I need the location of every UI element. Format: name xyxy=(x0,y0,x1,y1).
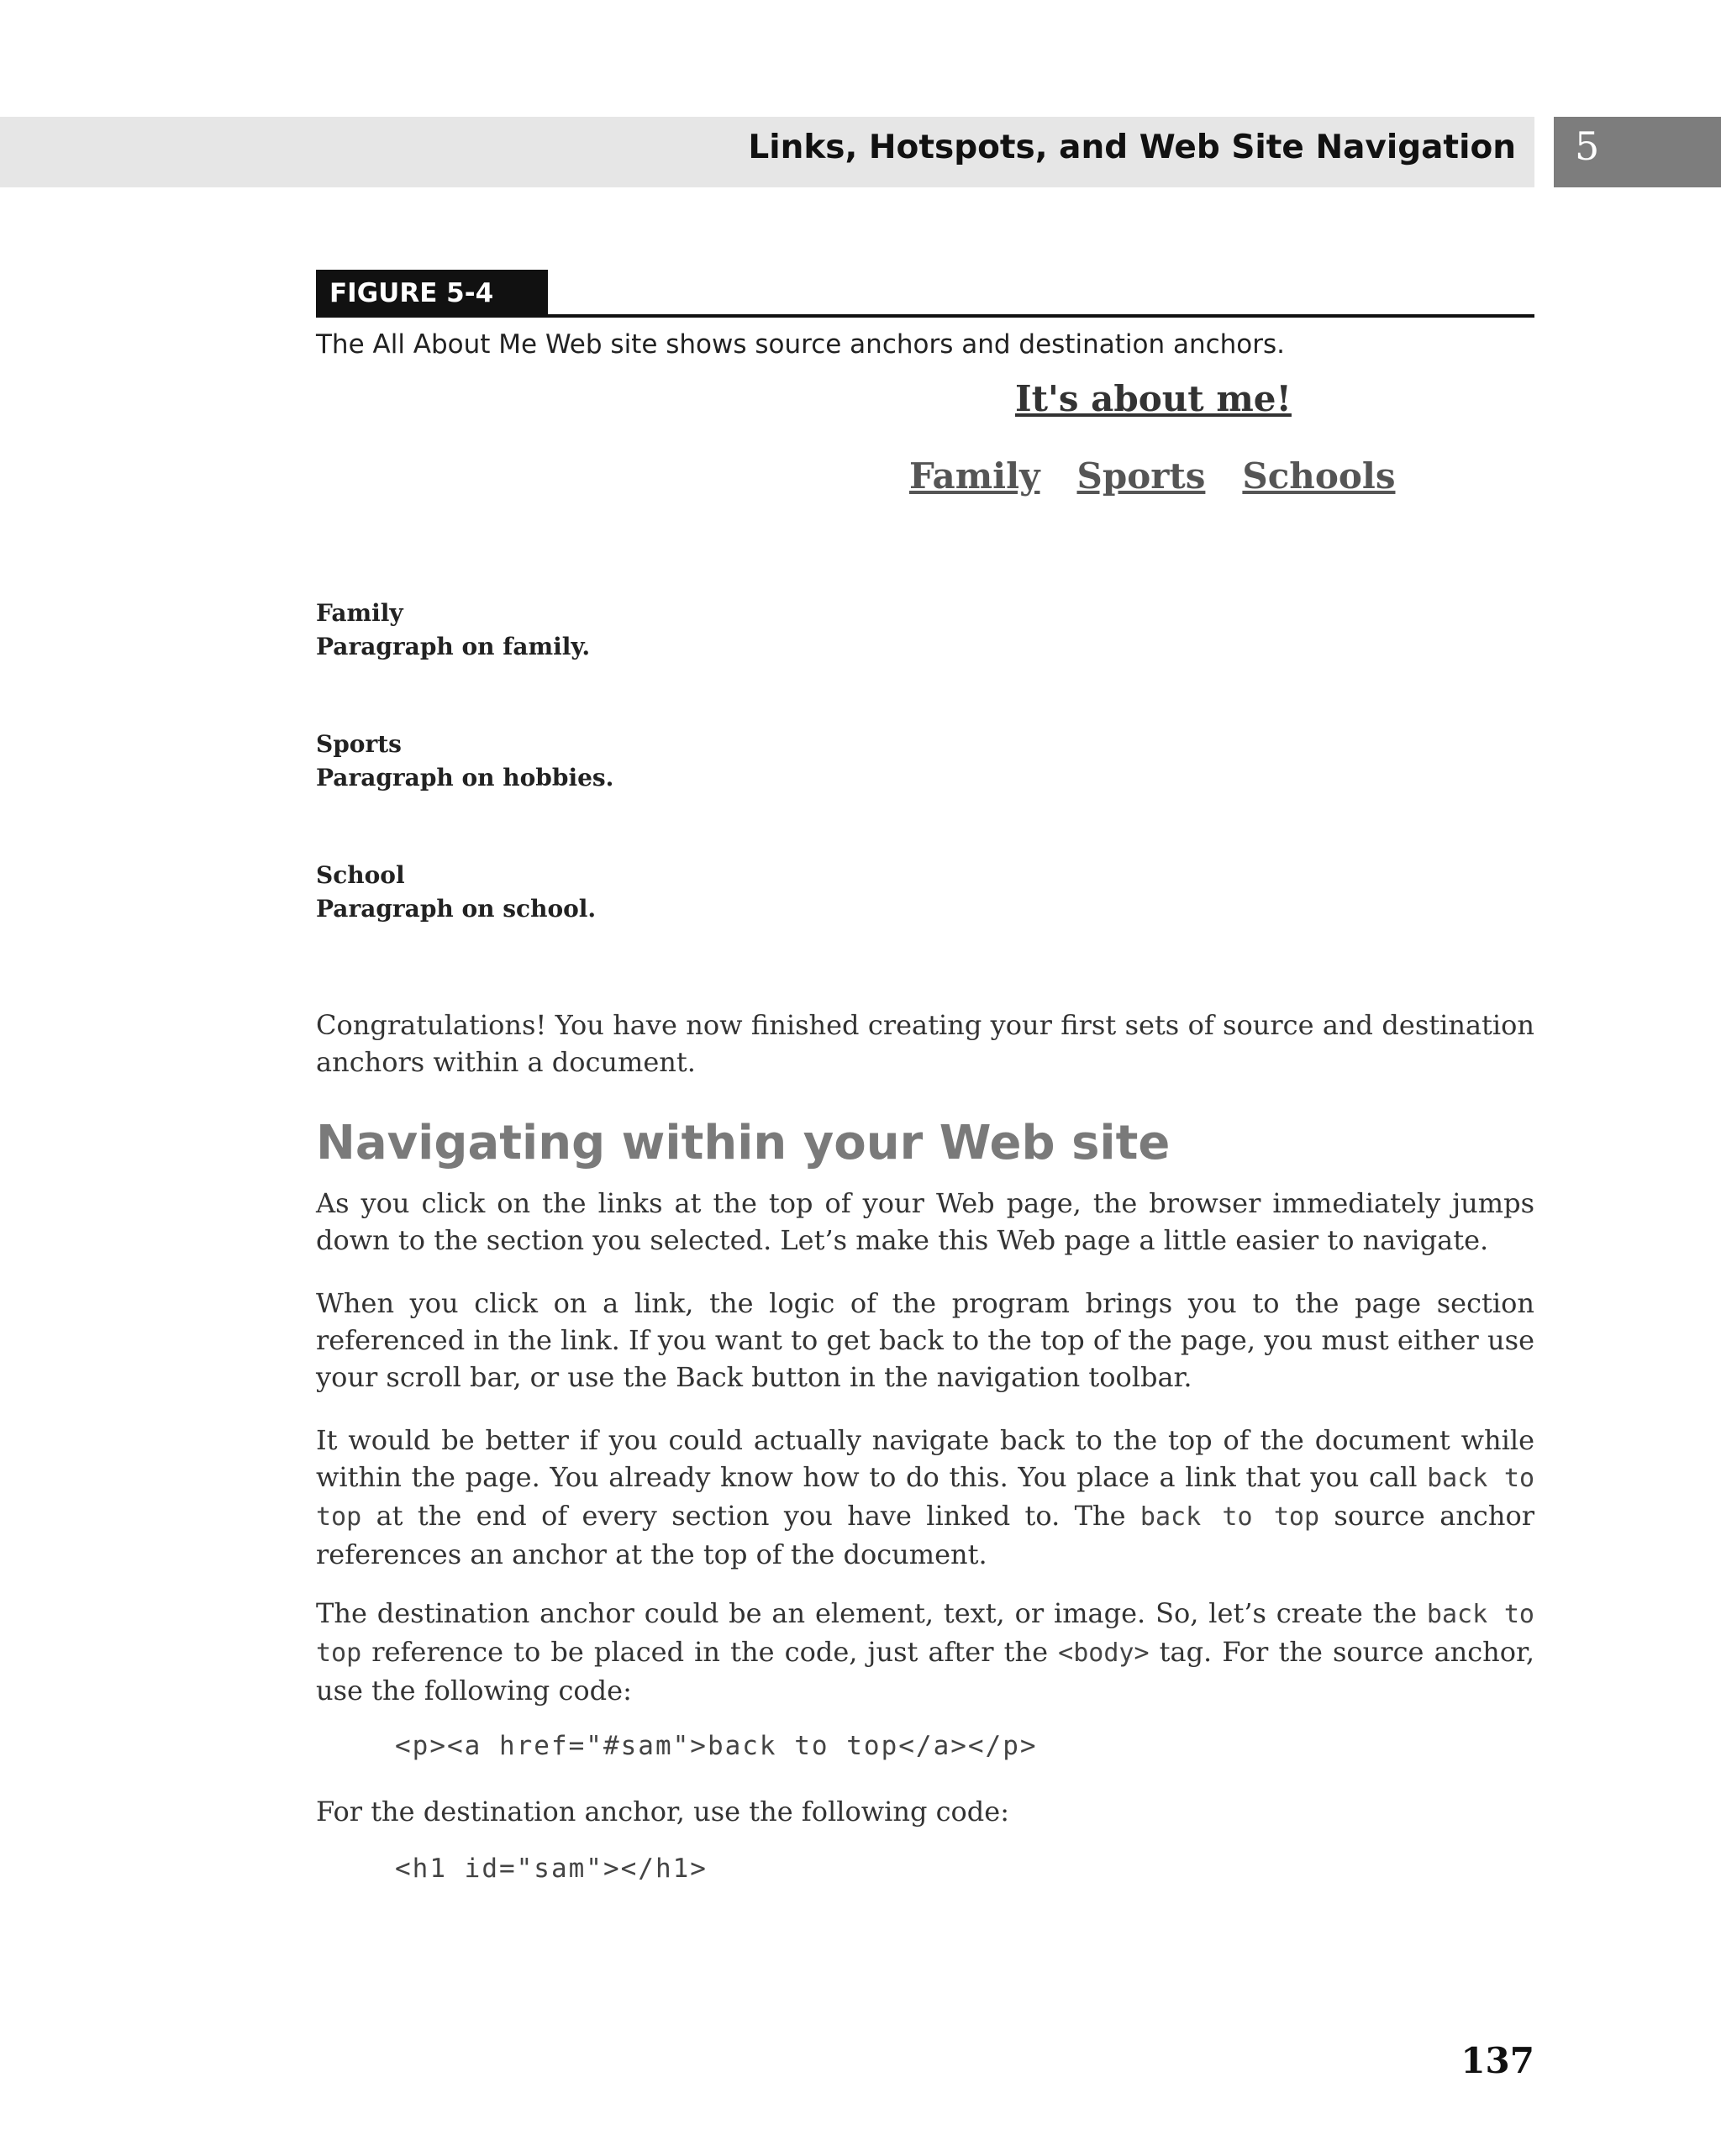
text-run: source anchor references an anchor at the top of the document. xyxy=(316,1500,1534,1570)
nav-link-schools[interactable]: Schools xyxy=(1242,455,1396,497)
section-heading-navigating: Navigating within your Web site xyxy=(316,1116,1171,1170)
text-run: tag. For the source anchor, use the following code: xyxy=(316,1636,1535,1706)
paragraph-destination-code: For the destination anchor, use the following code: xyxy=(316,1796,1009,1827)
section-heading: School xyxy=(316,861,405,889)
chapter-number: 5 xyxy=(1575,124,1600,169)
inline-code: back to top xyxy=(316,1600,1534,1668)
section-family xyxy=(316,597,590,664)
inline-code: back to top xyxy=(316,1464,1535,1532)
section-school xyxy=(316,859,596,926)
paragraph-destination xyxy=(316,1595,1534,1709)
paragraph-back-to-top xyxy=(316,1422,1534,1573)
text-run: The destination anchor could be an element, text, or image. So, let’s create the xyxy=(316,1597,1427,1629)
section-text: Paragraph on school. xyxy=(316,895,597,923)
text-run: reference to be placed in the code, just after the xyxy=(361,1636,1059,1668)
section-text: Paragraph on family. xyxy=(316,633,591,660)
inline-code: <body> xyxy=(1058,1638,1150,1668)
paragraph-logic: When you click on a link, the logic of the program brings you to the page section referenced in the link. If you want to get back to the top of the page, you must either use your scroll bar, or use the Back button in the navigation toolbar. xyxy=(316,1287,1534,1393)
figure-caption: The All About Me Web site shows source anchors and destination anchors. xyxy=(316,329,1286,360)
section-heading: Sports xyxy=(316,730,402,758)
paragraph-congratulations: Congratulations! You have now finished creating your first sets of source and destination anchors within a document. xyxy=(316,1009,1534,1078)
code-source-anchor: <p><a href="#sam">back to top</a></p> xyxy=(395,1731,1038,1761)
screenshot-title: It's about me! xyxy=(1015,378,1292,419)
text-run: It would be better if you could actually navigate back to the top of the document while within the page. You already know how to do this. You place a link that you call xyxy=(316,1424,1534,1493)
code-destination-anchor: <h1 id="sam"></h1> xyxy=(395,1854,708,1884)
figure-label: FIGURE 5-4 xyxy=(316,270,548,318)
running-head: Links, Hotspots, and Web Site Navigation xyxy=(748,129,1516,166)
screenshot-nav xyxy=(909,455,1432,497)
section-sports xyxy=(316,728,613,795)
section-text: Paragraph on hobbies. xyxy=(316,764,614,791)
paragraph-intro: As you click on the links at the top of your Web page, the browser immediately jumps down to the section you selected. Let’s make this Web page a little easier to navigate. xyxy=(316,1187,1534,1256)
section-heading: Family xyxy=(316,599,403,627)
text-run: at the end of every section you have linked to. The xyxy=(361,1500,1140,1532)
nav-link-sports[interactable]: Sports xyxy=(1076,455,1206,497)
page-number: 137 xyxy=(1460,2040,1534,2081)
inline-code: back to top xyxy=(1139,1502,1320,1532)
nav-link-family[interactable]: Family xyxy=(909,455,1040,497)
